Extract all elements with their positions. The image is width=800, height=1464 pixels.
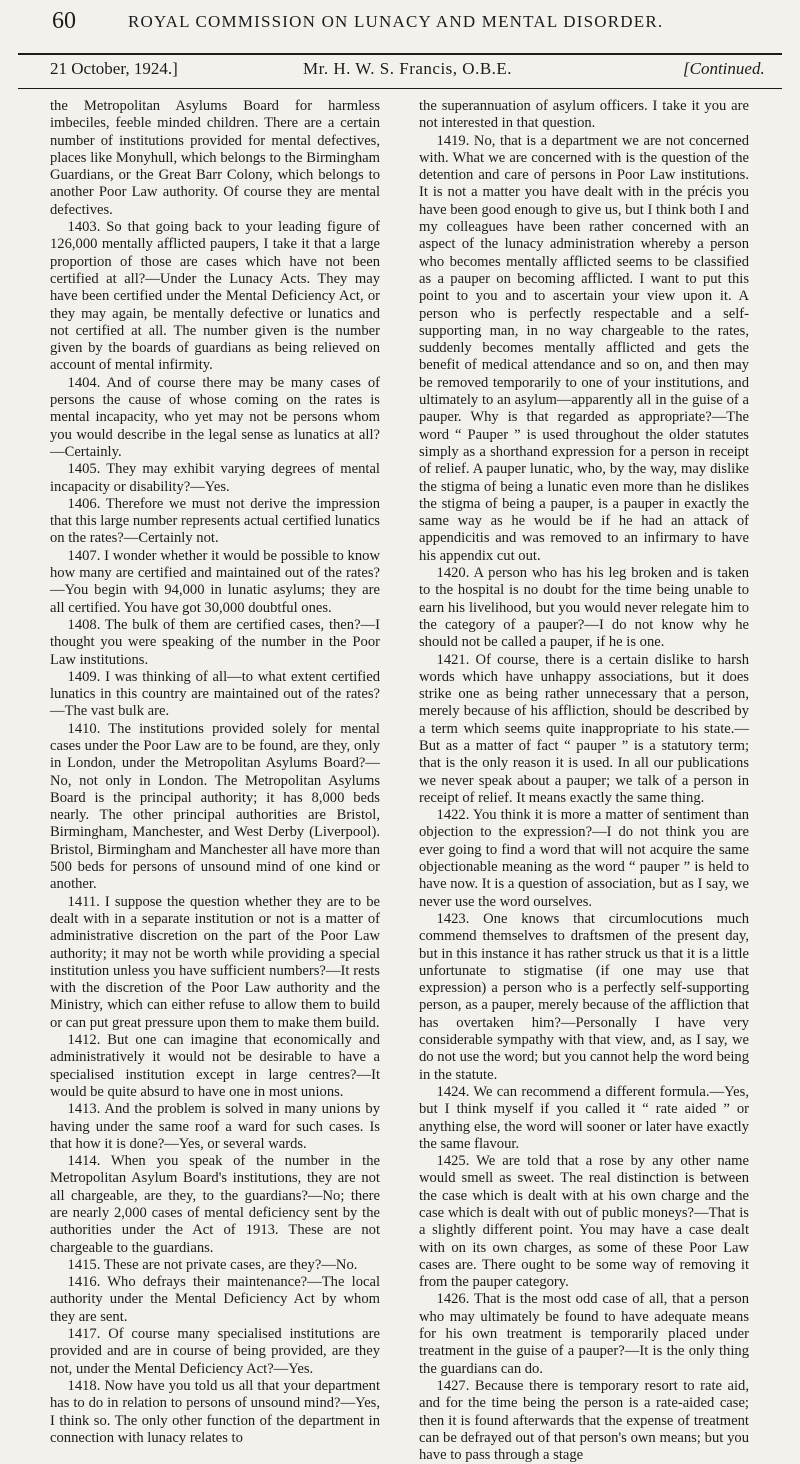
right-column <box>419 98 749 1464</box>
paragraph: 1406. Therefore we must not derive the impression that this large number represents actual certified lunatics on the rates?—Certainly not. <box>50 495 380 547</box>
paragraph: 1422. You think it is more a matter of sentiment than objection to the expression?—I do not think you are ever going to find a word that will not acquire the same objectionable meaning as the word “ pauper ” is held to have now. It is a question of association, but as I say, we never use the word ourselves. <box>419 807 749 910</box>
witness-name: Mr. H. W. S. Francis, O.B.E. <box>303 59 513 78</box>
paragraph: 1411. I suppose the question whether they are to be dealt with in a separate institution or not is a matter of administrative discretion on the part of the Poor Law authority; it may not be worth while providing a special institution unless you have sufficient numbers?—It rests with the discretion of the Poor Law authority and the Ministry, which can either refuse to allow them to build or can put great pressure upon them to make them build. <box>50 893 380 1031</box>
paragraph: 1413. And the problem is solved in many unions by having under the same roof a ward for such cases. Is that how it is done?—Yes, or several wards. <box>50 1101 380 1152</box>
paragraph: the superannuation of asylum officers. I take it you are not interested in that question. <box>419 98 749 132</box>
page-number: 60 <box>52 8 76 34</box>
paragraph: 1419. No, that is a department we are not concerned with. What we are concerned with is the question of the detention and care of persons in Poor Law institutions. It is not a matter you have dealt with in the précis you have been good enough to give us, but I think both I and my colleagues have been rather concerned with an aspect of the lunacy administration whereby a person who becomes mentally afflicted seems to be classified as a pauper on becoming afflicted. I want to put this point to you and to ascertain your view upon it. A person who is perfectly respectable and a self-supporting man, in no way chargeable to the rates, suddenly becomes mentally afflicted and gets the benefit of medical attendance and so on, and then may be removed temporarily to one of your institutions, and ultimately to an asylum—apparently all in the guise of a pauper. Why is that regarded as appropriate?—The word “ Pauper ” is used throughout the older statutes simply as a shorthand expression for a person in receipt of relief. A pauper lunatic, who, by the way, may dislike the stigma of being a lunatic even more than he dislikes the stigma of being a pauper, is a pauper in exactly the same way as he would be if he had an attack of appendicitis and was removed to an infirmary to have his appendix cut out. <box>419 132 749 564</box>
paragraph: 1405. They may exhibit varying degrees of mental incapacity or disability?—Yes. <box>50 461 380 495</box>
paragraph: 1416. Who defrays their maintenance?—The local authority under the Mental Deficiency Act by whom they are sent. <box>50 1274 380 1325</box>
paragraph: 1423. One knows that circumlocutions much commend themselves to draftsmen of the present day, but in this instance it has rather struck us that it is a little unfortunate to stigmatise (if one may use that expression) a person who is a perfectly self-supporting person, as a pauper, merely because of the affliction that has overtaken him?—Personally I have very considerable sympathy with that view, and, as I say, we do not use the word; but you cannot help the word being in the statute. <box>419 910 749 1083</box>
paragraph: 1404. And of course there may be many cases of persons the cause of whose coming on the rates is mental incapacity, who yet may not be persons whom you would describe in the legal sense as lunatics at all?—Certainly. <box>50 374 380 460</box>
top-rule <box>18 53 782 55</box>
paragraph: 1410. The institutions provided solely for mental cases under the Poor Law are to be found, are they, only in London, under the Metropolitan Asylums Board?—No, not only in London. The Metropolitan Asylums Board is the principal authority; it has 8,000 beds nearly. The other principal authorities are Bristol, Birmingham, Manchester, and West Derby (Liverpool). Bristol, Birmingham and Manchester all have more than 500 beds for persons of unsound mind of one kind or another. <box>50 720 380 893</box>
paragraph: 1424. We can recommend a different formula.—Yes, but I think myself if you called it “ rate aided ” or anything else, the word will sooner or later have exactly the same flavour. <box>419 1083 749 1152</box>
paragraph: 1418. Now have you told us all that your department has to do in relation to persons of unsound mind?—Yes, I think so. The only other function of the department in connection with lunacy relates to <box>50 1377 380 1446</box>
running-title: ROYAL COMMISSION ON LUNACY AND MENTAL DISORDER. <box>128 12 664 31</box>
paragraph: 1414. When you speak of the number in the Metropolitan Asylum Board's institutions, they are not all chargeable, are they, to the guardians?—No; there are nearly 2,000 cases of mental deficiency sent by the authorities under the Act of 1913. These are not chargeable to the guardians. <box>50 1153 380 1256</box>
left-column <box>50 98 380 1447</box>
paragraph: 1426. That is the most odd case of all, that a person who may ultimately be found to have adequate means for his own treatment is temporarily placed under treatment in the guise of a pauper?—It is the only thing the guardians can do. <box>419 1291 749 1377</box>
paragraph: the Metropolitan Asylums Board for harmless imbeciles, feeble minded children. There are a certain number of institutions provided for mental defectives, places like Monyhull, which belongs to the Birmingham Guardians, or the Great Barr Colony, which belongs to another Poor Law authority. Of course they are mental defectives. <box>50 98 380 218</box>
paragraph: 1417. Of course many specialised institutions are provided and are in course of being provided, are they not, under the Mental Deficiency Act?—Yes. <box>50 1326 380 1377</box>
paragraph: 1403. So that going back to your leading figure of 126,000 mentally afflicted paupers, I take it that a large proportion of those are cases which have not been certified at all?—Under the Lunacy Acts. They may have been certified under the Mental Deficiency Act, or they may again, be mentally defective or lunatics and not certified at all. The number given is the number given by the boards of guardians as being relieved on account of mental infirmity. <box>50 219 380 374</box>
paragraph: 1412. But one can imagine that economically and administratively it would not be desirable to have a specialised institution except in large centres?—It would be quite absurd to have one in most unions. <box>50 1032 380 1100</box>
paragraph: 1420. A person who has his leg broken and is taken to the hospital is no doubt for the time being unable to earn his livelihood, but you would never relegate him to the category of a pauper?—I do not know why he should not be called a pauper, if he is one. <box>419 565 749 651</box>
paragraph: 1427. Because there is temporary resort to rate aid, and for the time being the person is a rate-aided case; then it is found afterwards that the expense of treatment can be defrayed out of that person's own means; but you have to pass through a stage <box>419 1377 749 1464</box>
header-rule <box>18 88 782 89</box>
continued-label: [Continued. <box>683 59 765 78</box>
paragraph: 1409. I was thinking of all—to what extent certified lunatics in this country are maintained out of the rates?—The vast bulk are. <box>50 668 380 720</box>
paragraph: 1407. I wonder whether it would be possible to know how many are certified and maintained out of the rates?—You begin with 94,000 in lunatic asylums; they are all certified. You have got 30,000 doubtful ones. <box>50 547 380 616</box>
hearing-date: 21 October, 1924.] <box>50 59 178 78</box>
paragraph: 1415. These are not private cases, are they?—No. <box>67 1256 358 1273</box>
paragraph: 1408. The bulk of them are certified cases, then?—I thought you were speaking of the number in the Poor Law institutions. <box>50 616 380 668</box>
paragraph: 1425. We are told that a rose by any other name would smell as sweet. The real distinction is between the case which is dealt with at his own charge and the case which is dealt with out of public moneys?—That is a slightly different point. You may have a case dealt with on its own charges, as some of these Poor Law cases are. There ought to be some way of removing it from the pauper category. <box>419 1153 749 1291</box>
paragraph: 1421. Of course, there is a certain dislike to harsh words which have unhappy associations, but it does strike one as being rather unnecessary that a person, merely because of his affliction, should be described by a term which seems quite inappropriate to his state.—But as a matter of fact “ pauper ” is a statutory term; that is the only reason it is used. In all our publications we never speak about a pauper; we talk of a person in receipt of relief. It means exactly the same thing. <box>419 651 749 806</box>
